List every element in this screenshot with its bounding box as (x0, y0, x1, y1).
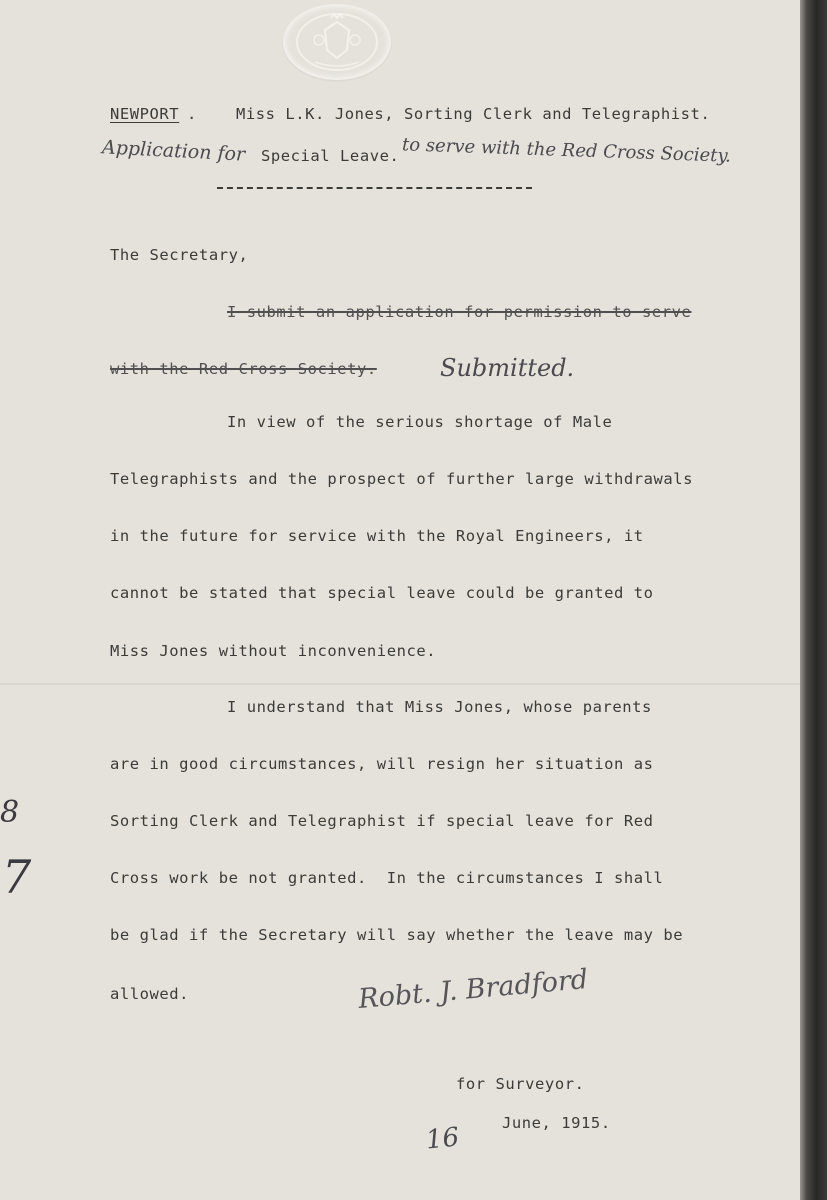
body-line-3: in the future for service with the Royal Engineers, it (110, 527, 644, 545)
handwritten-application-for: Application for (101, 136, 246, 166)
signature: Robt. J. Bradford (357, 964, 590, 1015)
embossed-crest-seal (283, 4, 391, 80)
body-line-8: Sorting Clerk and Telegraphist if special leave for Red (110, 812, 654, 830)
place-heading: NEWPORT (110, 105, 180, 123)
dashed-rule (217, 187, 532, 189)
book-binding-edge (800, 0, 827, 1200)
body-line-2: Telegraphists and the prospect of further large withdrawals (110, 470, 694, 488)
body-line-11: allowed. (110, 985, 190, 1003)
body-line-4: cannot be stated that special leave could be granted to (110, 584, 654, 602)
body-line-7: are in good circumstances, will resign her situation as (110, 755, 654, 773)
body-line-10: be glad if the Secretary will say whether the leave may be (110, 926, 684, 944)
page-number: 16 (424, 1122, 461, 1156)
body-line-6: I understand that Miss Jones, whose parents (227, 698, 652, 716)
place-heading-punct: . (187, 105, 197, 123)
date-line: June, 1915. (502, 1114, 611, 1132)
margin-mark-2: 7 (2, 850, 32, 904)
special-leave-label: Special Leave. (261, 147, 400, 165)
struck-line-2: with the Red Cross Society. (110, 360, 377, 378)
handwritten-purpose: to serve with the Red Cross Society. (401, 134, 732, 167)
subject-line: Miss L.K. Jones, Sorting Clerk and Telegraphist. (236, 105, 711, 123)
body-line-9: Cross work be not granted. In the circumstances I shall (110, 869, 664, 887)
sign-off: for Surveyor. (456, 1075, 585, 1093)
body-line-5: Miss Jones without inconvenience. (110, 642, 437, 660)
salutation: The Secretary, (110, 246, 249, 264)
body-line-1: In view of the serious shortage of Male (227, 413, 613, 431)
struck-line-1: I submit an application for permission to serve (227, 303, 692, 321)
margin-mark-1: 8 (0, 795, 20, 830)
paper-fold-line (0, 683, 800, 685)
handwritten-submitted: Submitted. (440, 354, 575, 382)
